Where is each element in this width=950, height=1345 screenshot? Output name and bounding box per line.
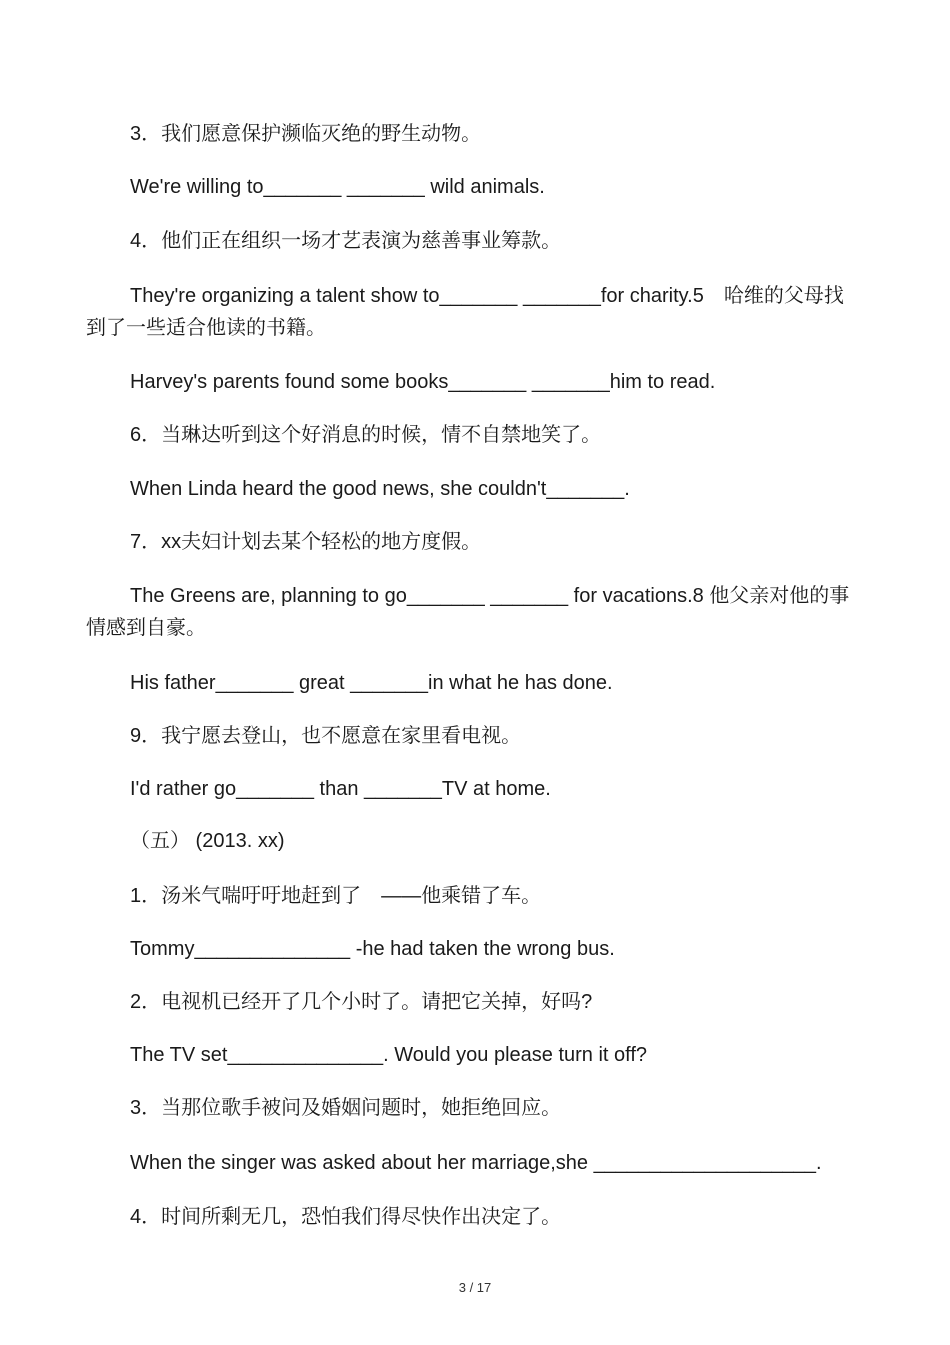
question-7-8-paragraph: The Greens are, planning to go_______ _______ for vacations.8 他父亲对他的事情感到自豪。 (86, 585, 850, 639)
section-5-question-2-english: The TV set______________. Would you please turn it off? (130, 1044, 648, 1066)
question-6-english: When Linda heard the good news, she couldn't_______. (130, 478, 630, 500)
question-3-english: We're willing to_______ _______ wild animals. (130, 176, 545, 198)
question-4-chinese: 4．他们正在组织一场才艺表演为慈善事业筹款。 (130, 230, 562, 252)
section-5-question-4-chinese: 4．时间所剩无几，恐怕我们得尽快作出决定了。 (130, 1206, 562, 1228)
question-6-chinese: 6．当琳达听到这个好消息的时候，情不自禁地笑了。 (130, 424, 602, 446)
question-3-chinese: 3．我们愿意保护濒临灭绝的野生动物。 (130, 123, 482, 145)
page-number: 3 / 17 (458, 1280, 492, 1295)
section-5-question-3-chinese: 3．当那位歌手被问及婚姻问题时，她拒绝回应。 (130, 1097, 562, 1119)
question-7-chinese: 7．xx夫妇计划去某个轻松的地方度假。 (130, 531, 482, 553)
section-5-question-1-english: Tommy______________ -he had taken the wrong bus. (130, 938, 615, 960)
question-9-english: I'd rather go_______ than _______TV at home. (130, 778, 551, 800)
section-heading: （五） (2013. xx) (130, 830, 285, 852)
question-5-english: Harvey's parents found some books_______ _______him to read. (130, 371, 716, 393)
question-8-english: His father_______ great _______in what he has done. (130, 672, 613, 694)
section-5-question-2-chinese: 2．电视机已经开了几个小时了。请把它关掉，好吗? (130, 991, 593, 1013)
question-4-5-paragraph: They're organizing a talent show to_______ _______for charity.5 哈维的父母找到了一些适合他读的书籍。 (86, 285, 844, 339)
section-5-question-3-english: When the singer was asked about her marriage,she ____________________. (130, 1152, 822, 1174)
question-9-chinese: 9．我宁愿去登山，也不愿意在家里看电视。 (130, 725, 522, 747)
section-5-question-1-chinese: 1．汤米气喘吁吁地赶到了 ——他乘错了车。 (130, 885, 542, 907)
